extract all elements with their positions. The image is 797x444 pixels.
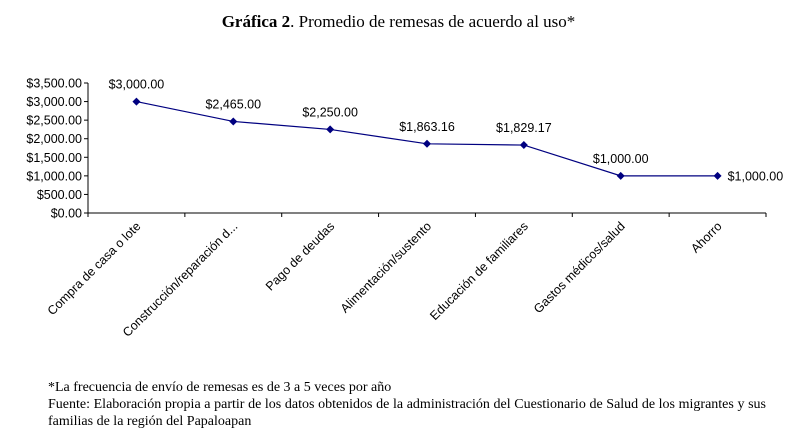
chart-title-text: . Promedio de remesas de acuerdo al uso* — [290, 12, 576, 31]
data-labels — [109, 78, 784, 184]
data-point — [520, 141, 528, 149]
y-tick-label: $500.00 — [36, 187, 82, 202]
data-label: $1,000.00 — [592, 151, 649, 166]
data-label: $1,863.16 — [399, 119, 455, 134]
y-tick-label: $3,500.00 — [26, 76, 82, 91]
y-tick-label: $2,500.00 — [26, 113, 82, 128]
x-tick-label: Construcción/reparación d... — [119, 219, 241, 340]
x-tick-label: Educación de familiares — [427, 219, 531, 323]
data-point — [617, 172, 625, 180]
data-point — [714, 172, 722, 180]
data-label: $2,250.00 — [302, 105, 358, 120]
y-tick-label: $1,500.00 — [26, 150, 82, 165]
data-point — [229, 117, 237, 125]
y-tick-label: $1,000.00 — [26, 169, 82, 184]
data-label: $2,465.00 — [205, 97, 262, 112]
x-tick-label: Ahorro — [688, 219, 725, 256]
y-tick-label: $0.00 — [50, 206, 82, 221]
footnote: *La frecuencia de envío de remesas es de 3 a 5 veces por año — [48, 380, 392, 395]
data-label: $3,000.00 — [108, 77, 165, 92]
data-point — [423, 140, 431, 148]
y-axis — [26, 77, 88, 221]
y-tick-label: $3,000.00 — [26, 95, 82, 110]
source-note: Fuente: Elaboración propia a partir de los datos obtenidos de la administración del Cuestionario de Salud de los migrantes y sus familias de la región del Papaloapan — [48, 397, 766, 429]
y-tick-label: $2,000.00 — [26, 132, 82, 147]
chart-title-number: Gráfica 2 — [221, 12, 291, 31]
x-tick-label: Pago de deudas — [262, 219, 338, 294]
x-tick-label: Gastos médicos/salud — [530, 219, 628, 317]
data-label: $1,000.00 — [727, 169, 784, 184]
data-point — [326, 125, 334, 133]
x-axis — [45, 213, 766, 340]
data-point — [132, 98, 140, 106]
chart-notes — [48, 379, 766, 430]
data-label: $1,829.17 — [496, 121, 552, 136]
x-tick-label: Compra de casa o lote — [44, 219, 144, 319]
x-tick-label: Alimentación/sustento — [337, 219, 435, 316]
